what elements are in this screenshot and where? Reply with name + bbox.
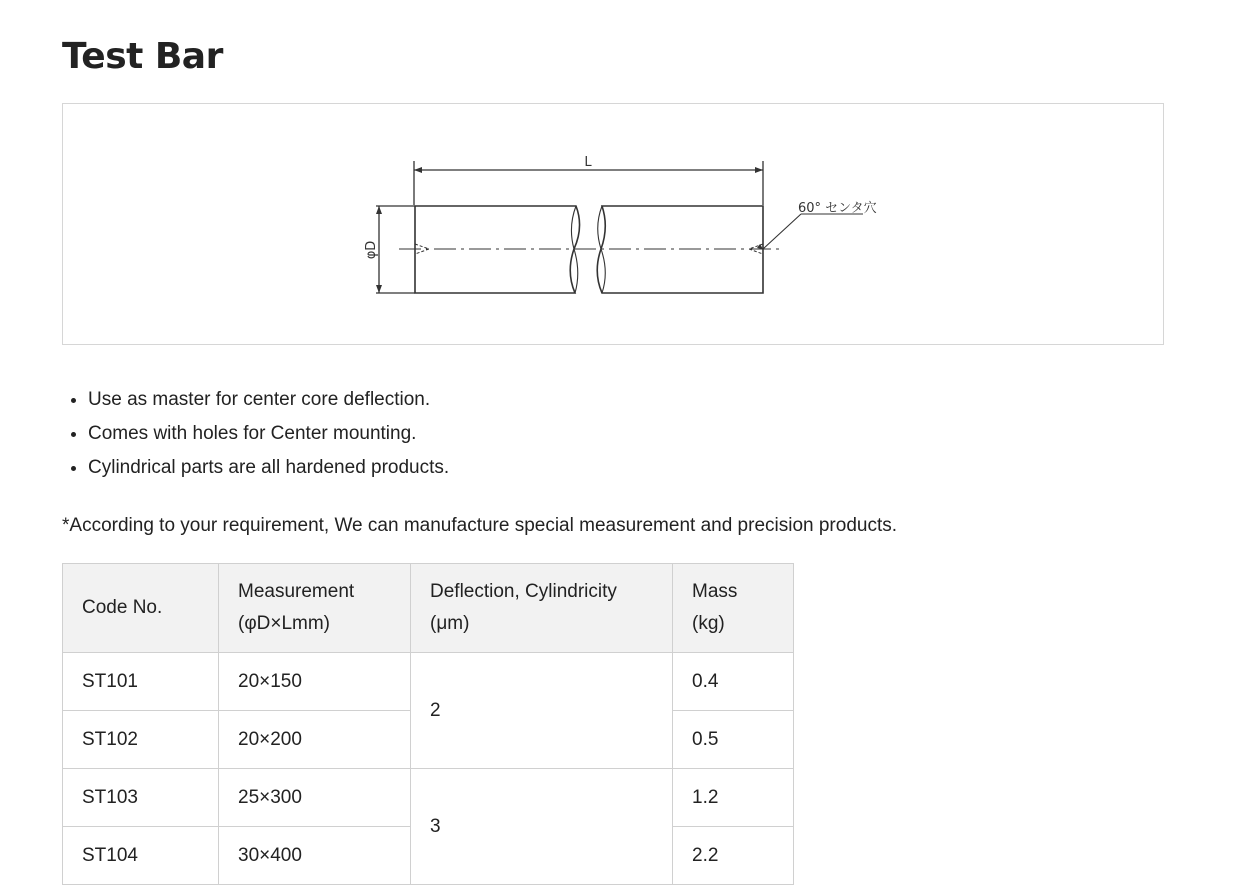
feature-item: • Use as master for center core deflection. <box>88 383 449 417</box>
cell-code: ST102 <box>63 711 219 769</box>
feature-item: • Cylindrical parts are all hardened products. <box>88 451 449 485</box>
cell-mass: 2.2 <box>673 827 794 885</box>
table-row <box>63 769 794 827</box>
header-mass-unit: (kg) <box>692 613 725 634</box>
header-measurement-unit: (φD×Lmm) <box>238 613 331 634</box>
table-header-row <box>63 564 794 653</box>
cell-measurement: 25×300 <box>219 769 411 827</box>
arrow-diameter-top <box>376 206 382 214</box>
spec-table <box>62 563 794 885</box>
cell-deflection: 3 <box>411 769 673 885</box>
header-deflection <box>411 564 673 653</box>
custom-order-note: *According to your requirement, We can manufacture special measurement and precision products. <box>62 515 898 536</box>
header-mass-label: Mass <box>692 581 738 602</box>
cell-code: ST101 <box>63 653 219 711</box>
arrow-length-right <box>755 167 763 173</box>
table-row <box>63 653 794 711</box>
feature-item: • Comes with holes for Center mounting. <box>88 417 449 451</box>
cell-code: ST103 <box>63 769 219 827</box>
drawing-figure <box>62 103 1164 345</box>
cell-deflection: 2 <box>411 653 673 769</box>
cell-mass: 1.2 <box>673 769 794 827</box>
center-hole-leader <box>763 214 801 249</box>
header-code <box>63 564 219 653</box>
length-label: L <box>584 155 592 170</box>
page-title: Test Bar <box>62 36 223 77</box>
header-measurement <box>219 564 411 653</box>
arrow-length-left <box>414 167 422 173</box>
header-code-label: Code No. <box>82 597 163 618</box>
header-deflection-unit: (μm) <box>430 613 470 634</box>
cell-measurement: 20×150 <box>219 653 411 711</box>
test-bar-drawing <box>63 104 1163 344</box>
cell-code: ST104 <box>63 827 219 885</box>
cell-mass: 0.5 <box>673 711 794 769</box>
cell-measurement: 30×400 <box>219 827 411 885</box>
feature-list <box>62 383 449 485</box>
cell-measurement: 20×200 <box>219 711 411 769</box>
diameter-label: φD <box>364 240 379 260</box>
cell-mass: 0.4 <box>673 653 794 711</box>
header-measurement-label: Measurement <box>238 581 355 602</box>
header-mass <box>673 564 794 653</box>
center-hole-label: 60° センタ穴 <box>798 201 877 216</box>
arrow-diameter-bottom <box>376 285 382 293</box>
header-deflection-label: Deflection, Cylindricity <box>430 581 617 602</box>
